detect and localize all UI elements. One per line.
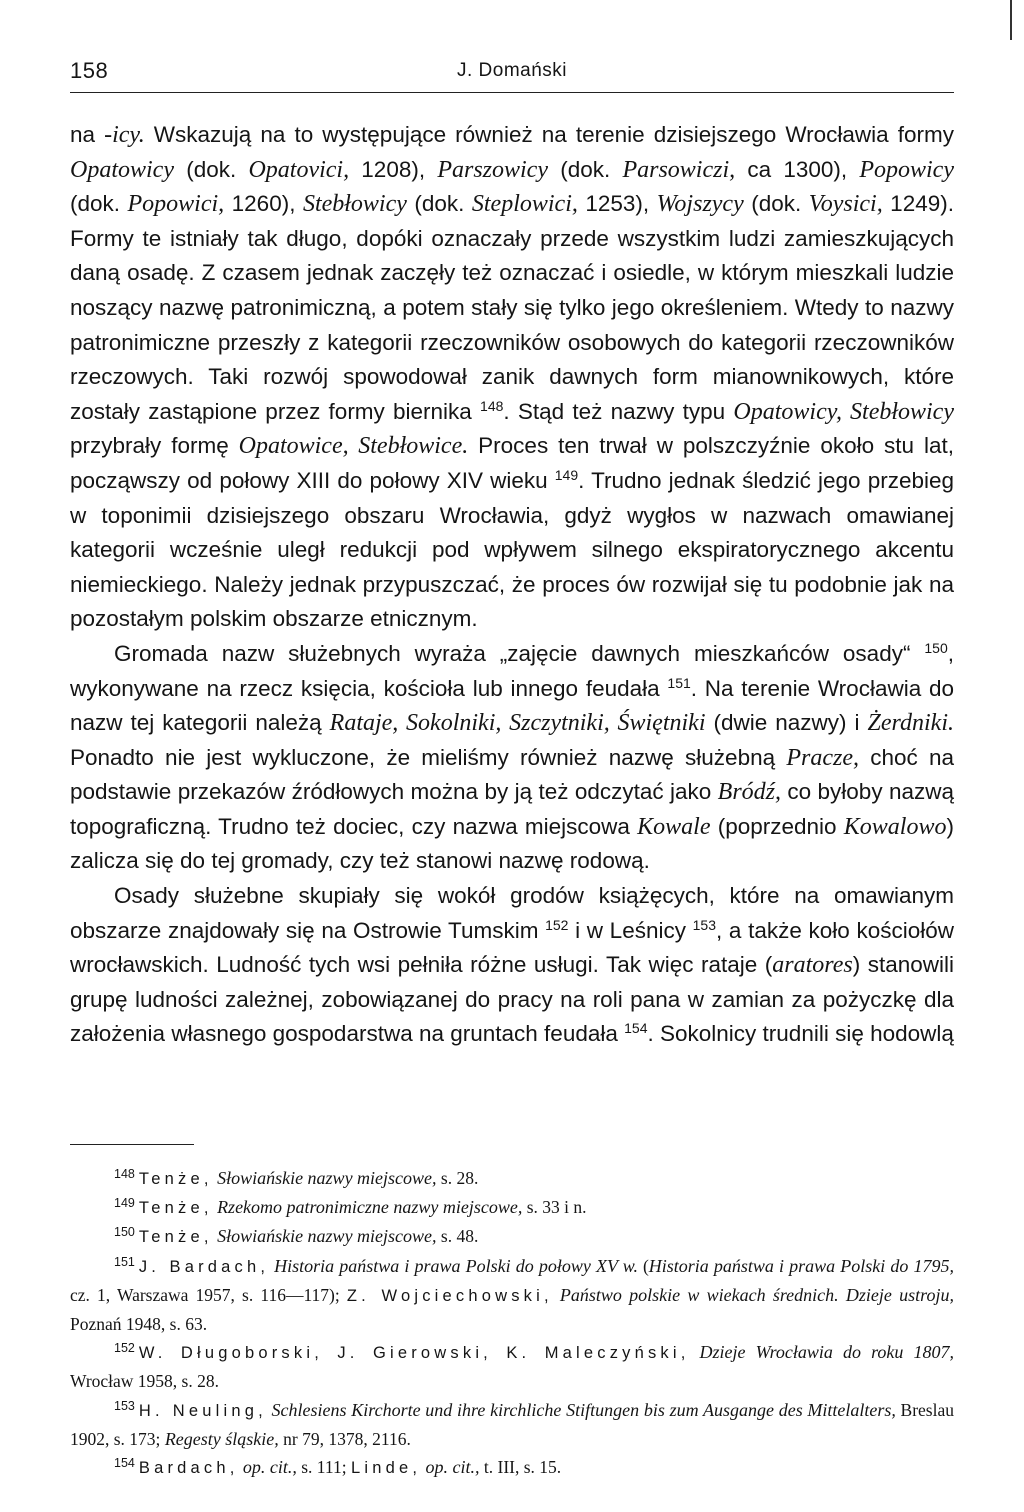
scan-edge-mark: [1010, 0, 1012, 40]
italic-run: Opatowice, Stebłowice.: [238, 433, 469, 460]
italic-run: Pracze,: [786, 744, 859, 771]
italic-run: Rataje, Sokolniki, Szczytniki, Świętniki: [329, 710, 706, 737]
footnote-rest: Wrocław 1958, s. 28.: [70, 1371, 219, 1392]
footnote-rest: Poznań 1948, s. 63.: [70, 1314, 208, 1335]
italic-run: Stebłowicy: [302, 191, 407, 218]
footnote-title: Historia państwa i prawa Polski do połowy XV w.: [274, 1255, 638, 1276]
italic-run: Popowici,: [127, 191, 225, 218]
footnote-rest: Breslau 1902, s. 173;: [70, 1399, 954, 1449]
text-run: (dok.: [547, 156, 623, 182]
footnote-title: Schlesiens Kirchorte und ihre kirchliche Stiftungen bis zum Ausgange des Mittelalters,: [271, 1399, 896, 1420]
text-run: 1249). Formy te istniały tak długo, dopóki oznaczały przede wszystkim ludzi zamieszkujących daną osadę. Z czasem jednak zaczęły też oznaczać i osiedle, w którym mieszkali ludzie noszący nazwę patronimiczną, a potem stały się tylko jego określeniem. Wtedy to nazwy patronimiczne przeszły z kategorii rzeczowników osobowych do kategorii rzeczowników rzeczowych. Taki rozwój spowodował zanik dawnych form mianownikowych, które zostały zastąpione przez formy biernika: [70, 191, 954, 424]
italic-run: Bródź,: [717, 779, 782, 806]
text-run: Osady służebne skupiały się wokół grodów książęcych, które na omawianym obszarze znajdowały się na Ostrowie Tumskim: [70, 883, 954, 943]
text-run: , a także koło kościołów wrocławskich. Ludność tych wsi pełniła różne usługi. Tak więc rataje (: [70, 917, 954, 978]
footnote-ref[interactable]: 148: [480, 397, 504, 414]
footnote-number: 154: [114, 1456, 135, 1471]
footnote-154: [70, 1453, 954, 1482]
footnote-rest: s. 111;: [296, 1457, 351, 1478]
italic-run: Opatovici,: [248, 156, 350, 183]
footnote-author: J. Bardach,: [138, 1257, 270, 1276]
footnote-number: 151: [114, 1254, 135, 1269]
text-run: (dok.: [173, 156, 249, 182]
text-run: (dok.: [70, 191, 128, 217]
text-run: (poprzednio: [710, 813, 844, 839]
text-run: Ponadto nie jest wykluczone, że mieliśmy również nazwę służebną: [70, 744, 787, 770]
text-run: ) zalicza się do tej gromady, czy też stanowi nazwę rodową.: [70, 813, 954, 874]
italic-run: Popowicy: [859, 156, 954, 183]
footnote-150: [70, 1222, 954, 1251]
running-head: J. Domański: [456, 60, 568, 81]
body-text: [70, 118, 954, 1052]
footnote-title: Regesty śląskie,: [164, 1428, 279, 1449]
italic-run: Opatowicy, Stebłowicy: [733, 398, 954, 425]
text-run: Proces ten trwał w polszczyźnie około stu lat, począwszy od połowy XIII do połowy XIV wieku: [70, 433, 954, 493]
text-run: (dwie nazwy) i: [705, 710, 868, 736]
footnote-title: Słowiańskie nazwy miejscowe,: [217, 1168, 437, 1188]
text-run: i w Leśnicy: [568, 917, 693, 943]
italic-run: Opatowicy: [70, 156, 174, 183]
paragraph-2: [70, 637, 954, 879]
footnote-author: Tenże,: [138, 1228, 213, 1247]
text-run: Wskazują na to występujące również na terenie dzisiejszego Wrocławia formy: [144, 122, 955, 147]
text-run: ca 1300),: [735, 156, 860, 182]
page-header: [70, 58, 954, 90]
text-run: . Stąd też nazwy typu: [503, 398, 734, 424]
footnote-author: Linde,: [351, 1459, 422, 1478]
italic-run: Voysici,: [808, 191, 883, 218]
footnote-number: 153: [114, 1398, 135, 1413]
text-run: Gromada nazw służebnych wyraża „zajęcie dawnych mieszkańców osady“: [114, 640, 925, 666]
footnote-author: Bardach,: [138, 1459, 239, 1478]
footnote-author: Tenże,: [138, 1170, 213, 1188]
paragraph-1: [70, 118, 954, 637]
italic-run: Żerdniki.: [867, 710, 954, 737]
footnotes: [70, 1164, 954, 1482]
italic-run: -icy.: [104, 122, 145, 148]
footnote-149: [70, 1193, 954, 1222]
footnote-rest: s. 33 i n.: [522, 1197, 587, 1218]
footnote-rest: nr 79, 1378, 2116.: [278, 1428, 411, 1449]
text-run: co byłoby nazwą topograficzną. Trudno też dociec, czy nazwa miejscowa: [70, 779, 954, 839]
footnote-ref[interactable]: 152: [545, 916, 569, 933]
footnote-rest: s. 48.: [436, 1226, 479, 1247]
italic-run: Wojszycy: [656, 191, 744, 218]
footnote-rest: cz. 1, Warszawa 1957, s. 116—117);: [70, 1284, 347, 1305]
footnote-152: [70, 1338, 954, 1395]
paragraph-3: [70, 879, 954, 1052]
footnote-title: Słowiańskie nazwy miejscowe,: [217, 1226, 437, 1247]
page-number: 158: [70, 58, 109, 83]
italic-run: Parszowicy: [437, 156, 548, 183]
footnote-ref[interactable]: 154: [624, 1020, 648, 1037]
footnote-rest: s. 28.: [436, 1168, 479, 1188]
text-run: przybrały formę: [70, 433, 239, 459]
text-run: , wykonywane na rzecz księcia, kościoła lub innego feudała: [70, 640, 954, 701]
footnote-rest: (: [637, 1255, 649, 1276]
text-run: 1208),: [349, 156, 438, 182]
footnote-rest: t. III, s. 15.: [479, 1457, 562, 1478]
footnote-title: op. cit.,: [425, 1457, 480, 1478]
text-run: (dok.: [743, 191, 809, 217]
text-run: (dok.: [406, 191, 472, 217]
text-run: . Na terenie Wrocławia do nazw tej kategorii należą: [70, 675, 954, 736]
footnote-number: 152: [114, 1341, 135, 1356]
header-rule: [70, 92, 954, 93]
footnote-ref[interactable]: 150: [924, 639, 948, 656]
footnote-author: H. Neuling,: [138, 1401, 267, 1420]
text-run: ) stanowili grupę ludności zależnej, zobowiązanej do pracy na roli pana w zamian za pożyczkę dla założenia własnego gospodarstwa na gruntach feudała: [70, 952, 955, 1047]
text-run: 1260),: [224, 191, 303, 217]
italic-run: Parsowiczi,: [622, 156, 736, 183]
footnote-number: 149: [114, 1196, 135, 1211]
footnote-number: 150: [114, 1225, 135, 1240]
italic-run: aratores: [772, 952, 853, 979]
footnote-author: Z. Wojciechowski,: [346, 1286, 553, 1305]
footnote-148: [70, 1164, 954, 1193]
italic-run: Kowalowo: [843, 813, 947, 840]
footnote-author: W. Długoborski, J. Gierowski, K. Maleczyński,: [138, 1344, 690, 1363]
footnote-ref[interactable]: 149: [554, 466, 579, 483]
text-run: . Trudno jednak śledzić jego przebieg w toponimii dzisiejszego obszaru Wrocławia, gdyż wygłos w nazwach omawianej kategorii wcześnie uległ redukcji pod wpływem silnego ekspiratorycznego akcentu niemieckiego. Należy jednak przypuszczać, że proces ów rozwijał się tu podobnie jak na pozostałym polskim obszarze etnicznym.: [70, 467, 954, 632]
footnote-151: [70, 1252, 954, 1339]
footnote-title: Państwo polskie w wiekach średnich. Dzieje ustroju,: [559, 1284, 954, 1305]
italic-run: Kowale: [637, 813, 711, 840]
footnote-title: Rzekomo patronimiczne nazwy miejscowe,: [217, 1197, 523, 1218]
footnote-ref[interactable]: 151: [667, 674, 691, 691]
text-run: na: [70, 122, 105, 147]
footnote-ref[interactable]: 153: [692, 916, 716, 933]
footnote-rule: [70, 1144, 194, 1145]
footnote-author: Tenże,: [138, 1199, 213, 1218]
footnote-153: [70, 1396, 954, 1453]
footnote-number: 148: [114, 1167, 135, 1181]
italic-run: Steplowici,: [471, 191, 578, 218]
footnote-title: op. cit.,: [242, 1457, 297, 1478]
footnote-title: Dzieje Wrocławia do roku 1807,: [699, 1342, 954, 1363]
text-run: . Sokolnicy trudnili się hodowlą: [647, 1021, 954, 1047]
footnote-title: Historia państwa i prawa Polski do 1795,: [648, 1255, 955, 1276]
text-run: 1253),: [577, 191, 657, 217]
text-run: choć na podstawie przekazów źródłowych można by ją też odczytać jako: [70, 744, 955, 805]
